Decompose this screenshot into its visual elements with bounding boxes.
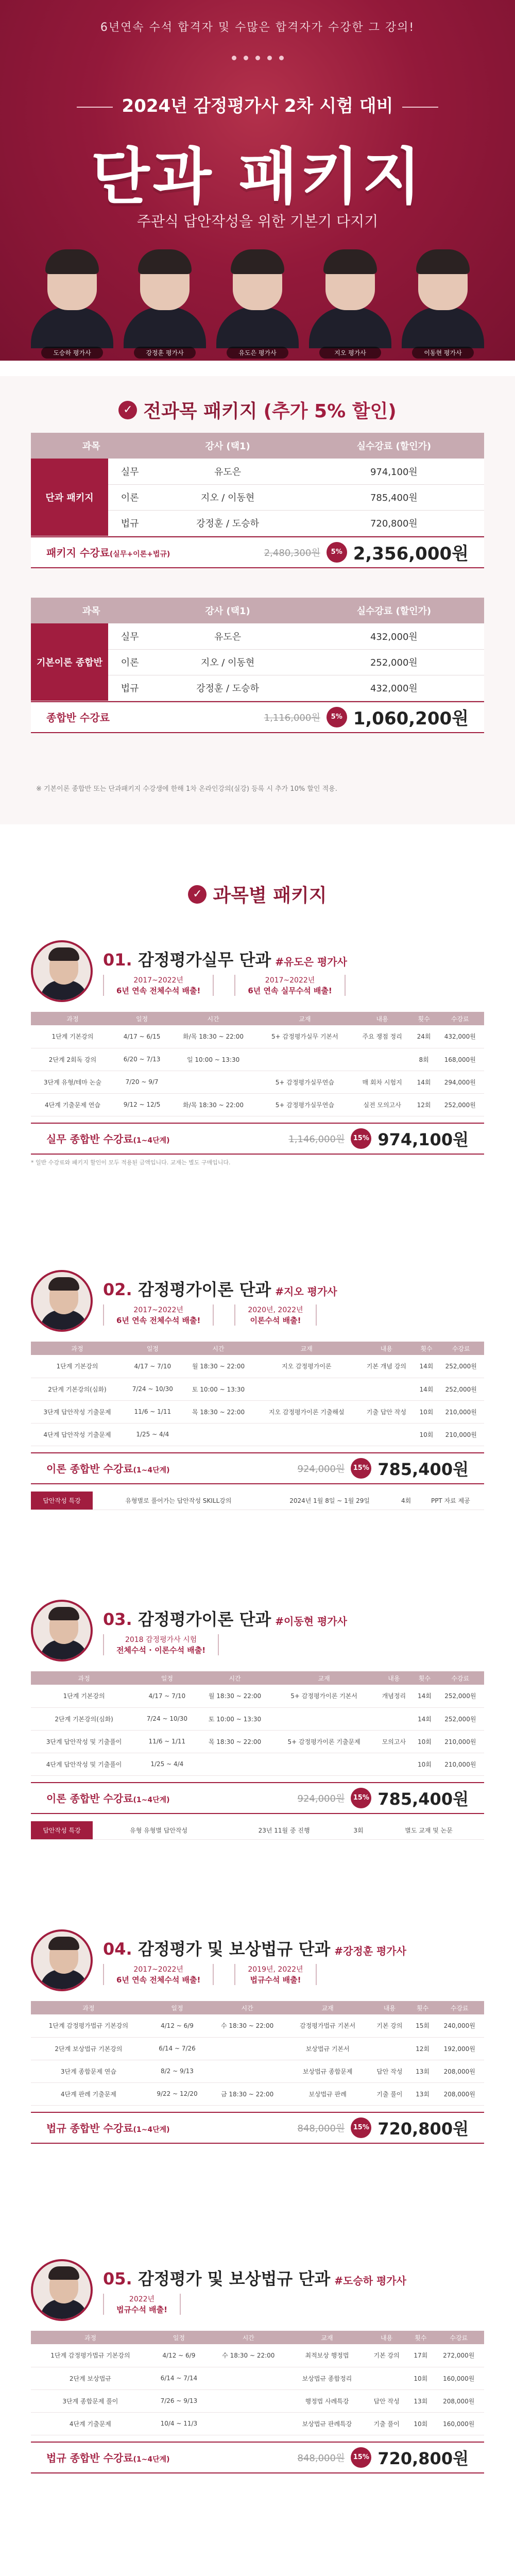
package-note: ※ 기본이론 종합반 또는 단과패키지 수강생에 한해 1차 온라인강의(실강) 등록 시 추가 10% 할인 적용. [36, 785, 337, 793]
discount-badge: 5% [327, 542, 347, 563]
discount-badge: 5% [327, 707, 347, 727]
award-badge: 2019년, 2022년 법규수석 배출! [234, 1964, 316, 1985]
table-row: 4단계 답안작성 및 기출풀이 1/25 ~ 4/4 10회 210,000원 [31, 1753, 484, 1775]
instructor-card [309, 252, 391, 355]
course-fine-print: * 일반 수강료와 패키지 할인이 모두 적용된 금액입니다. 교재는 별도 구매입니다. [31, 1159, 231, 1166]
single-package-table: 과목 강사 (택1) 실수강료 (할인가) 단과 패키지 실무 유도은 974,100원 이론 지오 / 이동현 785,400원 법규 강정훈 / 도승하 720,800원 패키지 수강료(실무+이론+법규) 2,480,300원 5% 2,356,000원 [31, 433, 484, 568]
table-row: 1단계 기본강의 4/17 ~ 7/10 월 18:30 ~ 22:00 지오 감정평가이론 기본 개념 강의 14회 252,000원 [31, 1355, 484, 1378]
course-price-row: 이론 종합반 수강료(1~4단계) 924,000원 15% 785,400원 [31, 1782, 484, 1814]
course-block [31, 1267, 484, 1510]
course-schedule-table: 과정 일정 시간 교재 내용 횟수 수강료 1단계 기본강의 4/17 ~ 7/10 월 18:30 ~ 22:00 5+ 감정평가이론 기본서 개념정리 14회 252,000원 2단계 기본강의(심화) 7/24 ~ 10/30 토 10:00 ~ 13:30 14회 252,000원 3단계 답안작성 및 기출풀이 11/6 ~ 1/11 목 18:30 ~ 22:00 5+ 감정평가이론 기출문제 모의고사 10회 210,000원 4단계 답안작성 및 기출풀이 1/25 ~ 4/4 10회 210,000원 [31, 1671, 484, 1776]
instructor-card [31, 252, 113, 355]
discount-badge: 15% [351, 1458, 371, 1479]
instructor-lineup [31, 252, 484, 355]
instructor-name: 강정훈 평가사 [134, 347, 196, 359]
course-title: 03. 감정평가이론 단과 #이동현 평가사 [103, 1609, 347, 1629]
table-row: 2단계 기본강의(심화) 7/24 ~ 10/30 토 10:00 ~ 13:30 14회 252,000원 [31, 1378, 484, 1400]
instructor-card [216, 252, 299, 355]
special-lecture-table: 답안작성 특강 유형별로 풀어가는 답안작성 SKILL강의 2024년 1월 8일 ~ 1월 29일 4회 PPT 자료 제공 [31, 1492, 484, 1511]
table-row: 3단계 유형/테마 논술 7/20 ~ 9/7 5+ 감정평가실무연습 매 회차 시험지 14회 294,000원 [31, 1071, 484, 1093]
instructor-avatar [31, 1929, 93, 1991]
table-row: 1단계 기본강의 4/17 ~ 6/15 화/목 18:30 ~ 22:00 5+ 감정평가실무 기본서 주요 쟁점 정리 24회 432,000원 [31, 1025, 484, 1048]
table-row: 4단계 기출문제 10/4 ~ 11/3 보상법규 판례특강 기출 풀이 10회 160,000원 [31, 2412, 484, 2435]
course-title: 01. 감정평가실무 단과 #유도은 평가사 [103, 950, 347, 970]
award-badge: 2017~2022년 6년 연속 전체수석 배출! [103, 975, 214, 996]
all-subjects-heading: ✓ 전과목 패키지 (추가 5% 할인) [0, 397, 515, 423]
table-row: 3단계 답안작성 기출문제 11/6 ~ 1/11 목 18:30 ~ 22:00 지오 감정평가이론 기출해설 기출 답안 작성 10회 210,000원 [31, 1400, 484, 1423]
award-badge: 2018 감정평가사 시험 전체수석 · 이론수석 배출! [103, 1634, 219, 1655]
table-row: 2단계 2회독 강의 6/20 ~ 7/13 일 10:00 ~ 13:30 8회 168,000원 [31, 1048, 484, 1071]
discount-badge: 15% [351, 1788, 371, 1808]
instructor-avatar [31, 1270, 93, 1332]
table-row: 1단계 기본강의 4/17 ~ 7/10 월 18:30 ~ 22:00 5+ 감정평가이론 기본서 개념정리 14회 252,000원 [31, 1685, 484, 1707]
hero-banner [0, 0, 515, 361]
hero-tagline: 6년연속 수석 합격자 및 수많은 합격자가 수강한 그 강의! [100, 21, 415, 34]
instructor-avatar [31, 2259, 93, 2321]
course-title: 04. 감정평가 및 보상법규 단과 #강정훈 평가사 [103, 1939, 406, 1959]
table-row: 2단계 보상법규 기본강의 6/14 ~ 7/26 보상법규 기본서 12회 192,000원 [31, 2037, 484, 2060]
award-badge: 2017~2022년 6년 연속 전체수석 배출! [103, 1964, 214, 1985]
discount-badge: 15% [351, 2117, 371, 2138]
instructor-name: 도승하 평가사 [41, 347, 103, 359]
course-price-row: 법규 종합반 수강료(1~4단계) 848,000원 15% 720,800원 [31, 2442, 484, 2473]
instructor-name: 유도은 평가사 [227, 347, 288, 359]
course-block [31, 1927, 484, 2144]
course-block [31, 2257, 484, 2473]
course-price-row: 이론 종합반 수강료(1~4단계) 924,000원 15% 785,400원 [31, 1452, 484, 1484]
table-row: 3단계 답안작성 및 기출풀이 11/6 ~ 1/11 목 18:30 ~ 22:00 5+ 감정평가이론 기출문제 모의고사 10회 210,000원 [31, 1730, 484, 1753]
award-badge: 2022년 법규수석 배출! [103, 2294, 181, 2315]
check-icon: ✓ [118, 401, 137, 419]
course-schedule-table: 과정 일정 시간 교재 내용 횟수 수강료 1단계 감정평가법규 기본강의 4/12 ~ 6/9 수 18:30 ~ 22:00 감정평가법규 기본서 기본 강의 15회 240,000원 2단계 보상법규 기본강의 6/14 ~ 7/26 보상법규 기본서 12회 192,000원 3단계 종합문제 연습 8/2 ~ 9/13 보상법규 종합문제 답안 작성 13회 208,000원 4단계 판례 기출문제 9/22 ~ 12/20 금 18:30 ~ 22:00 보상법규 판례 기출 풀이 13회 208,000원 [31, 2001, 484, 2106]
course-block [31, 938, 484, 1167]
table-row: 3단계 종합문제 풀이 7/26 ~ 9/13 행정법 사례특강 답안 작성 13회 208,000원 [31, 2389, 484, 2412]
course-price-row: 실무 종합반 수강료(1~4단계) 1,146,000원 15% 974,100원 [31, 1123, 484, 1155]
instructor-avatar [31, 1600, 93, 1662]
discount-badge: 15% [351, 1128, 371, 1149]
instructor-card [402, 252, 484, 355]
hero-subtitle: 2024년 감정평가사 2차 시험 대비 [0, 92, 515, 117]
subject-packages-heading: ✓ 과목별 패키지 [0, 881, 515, 907]
course-price-row: 법규 종합반 수강료(1~4단계) 848,000원 15% 720,800원 [31, 2112, 484, 2144]
all-subjects-section [0, 376, 515, 824]
instructor-card [124, 252, 206, 355]
table-row: 4단계 답안작성 기출문제 1/25 ~ 4/4 10회 210,000원 [31, 1423, 484, 1446]
award-badge: 2020년, 2022년 이론수석 배출! [234, 1304, 316, 1326]
course-schedule-table: 과정 일정 시간 교재 내용 횟수 수강료 1단계 감정평가법규 기본강의 4/12 ~ 6/9 수 18:30 ~ 22:00 최적보상 행정법 기본 강의 17회 272,000원 2단계 보상법규 6/14 ~ 7/14 보상법규 종합정리 10회 160,000원 3단계 종합문제 풀이 7/26 ~ 9/13 행정법 사례특강 답안 작성 13회 208,000원 4단계 기출문제 10/4 ~ 11/3 보상법규 판례특강 기출 풀이 10회 160,000원 [31, 2331, 484, 2435]
award-badge: 2017~2022년 6년 연속 실무수석 배출! [234, 975, 345, 996]
course-title: 05. 감정평가 및 보상법규 단과 #도승하 평가사 [103, 2268, 406, 2289]
package-label: 단과 패키지 [31, 459, 108, 536]
special-lecture-table: 답안작성 특강 유형 유형별 답안작성 23년 11월 중 진행 3회 별도 교재 및 논문 [31, 1821, 484, 1840]
instructor-name: 이동현 평가사 [412, 347, 474, 359]
hero-dots [0, 56, 515, 60]
subject-packages-section [0, 881, 515, 907]
package-price-row: 패키지 수강료(실무+이론+법규) 2,480,300원 5% 2,356,000원 [31, 536, 484, 568]
hero-title: 단과 패키지 [91, 141, 424, 212]
course-schedule-table: 과정 일정 시간 교재 내용 횟수 수강료 1단계 기본강의 4/17 ~ 7/10 월 18:30 ~ 22:00 지오 감정평가이론 기본 개념 강의 14회 252,000원 2단계 기본강의(심화) 7/24 ~ 10/30 토 10:00 ~ 13:30 14회 252,000원 3단계 답안작성 기출문제 11/6 ~ 1/11 목 18:30 ~ 22:00 지오 감정평가이론 기출해설 기출 답안 작성 10회 210,000원 4단계 답안작성 기출문제 1/25 ~ 4/4 10회 210,000원 [31, 1342, 484, 1446]
table-row: 2단계 기본강의(심화) 7/24 ~ 10/30 토 10:00 ~ 13:30 14회 252,000원 [31, 1707, 484, 1730]
course-schedule-table: 과정 일정 시간 교재 내용 횟수 수강료 1단계 기본강의 4/17 ~ 6/15 화/목 18:30 ~ 22:00 5+ 감정평가실무 기본서 주요 쟁점 정리 24회 432,000원 2단계 2회독 강의 6/20 ~ 7/13 일 10:00 ~ 13:30 8회 168,000원 3단계 유형/테마 논술 7/20 ~ 9/7 5+ 감정평가실무연습 매 회차 시험지 14회 294,000원 4단계 기출문제 연습 9/12 ~ 12/5 화/목 18:30 ~ 22:00 5+ 감정평가실무연습 실전 모의고사 12회 252,000원 [31, 1012, 484, 1116]
table-row: 1단계 감정평가법규 기본강의 4/12 ~ 6/9 수 18:30 ~ 22:00 최적보상 행정법 기본 강의 17회 272,000원 [31, 2344, 484, 2367]
table-row: 4단계 기출문제 연습 9/12 ~ 12/5 화/목 18:30 ~ 22:00 5+ 감정평가실무연습 실전 모의고사 12회 252,000원 [31, 1093, 484, 1116]
award-badge: 2017~2022년 6년 연속 전체수석 배출! [103, 1304, 214, 1326]
check-icon: ✓ [188, 885, 207, 904]
table-row: 2단계 보상법규 6/14 ~ 7/14 보상법규 종합정리 10회 160,000원 [31, 2367, 484, 2389]
instructor-avatar [31, 940, 93, 1002]
table-row: 4단계 판례 기출문제 9/22 ~ 12/20 금 18:30 ~ 22:00 보상법규 판례 기출 풀이 13회 208,000원 [31, 2082, 484, 2105]
course-title: 02. 감정평가이론 단과 #지오 평가사 [103, 1279, 337, 1299]
table-row: 1단계 감정평가법규 기본강의 4/12 ~ 6/9 수 18:30 ~ 22:00 감정평가법규 기본서 기본 강의 15회 240,000원 [31, 2014, 484, 2037]
hero-description: 주관식 답안작성을 위한 기본기 다지기 [136, 213, 379, 230]
package-label: 기본이론 종합반 [31, 623, 108, 701]
basic-package-table: 과목 강사 (택1) 실수강료 (할인가) 기본이론 종합반 실무 유도은 432,000원 이론 지오 / 이동현 252,000원 법규 강정훈 / 도승하 432,000원 종합반 수강료 1,116,000원 5% 1,060,200원 [31, 598, 484, 733]
instructor-name: 지오 평가사 [319, 347, 381, 359]
table-row: 3단계 종합문제 연습 8/2 ~ 9/13 보상법규 종합문제 답안 작성 13회 208,000원 [31, 2060, 484, 2082]
course-block [31, 1597, 484, 1840]
package-price-row: 종합반 수강료 1,116,000원 5% 1,060,200원 [31, 701, 484, 733]
discount-badge: 15% [351, 2447, 371, 2468]
